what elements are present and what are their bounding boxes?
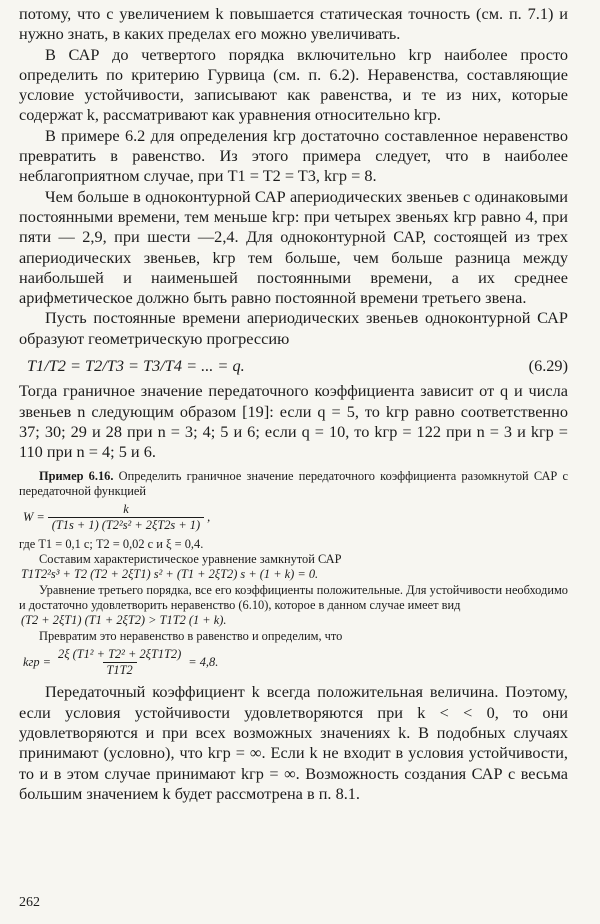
equation-text: T1/T2 = T2/T3 = T3/T4 = ... = q. <box>27 356 245 376</box>
example-paragraph: Уравнение третьего порядка, все его коэффициенты положительные. Для устойчивости необходимо и достаточно удовлетворить неравенство (6.10), которое в данном случае имеет вид <box>19 582 568 612</box>
body-top <box>19 4 568 349</box>
transfer-function <box>23 502 568 534</box>
k-fraction <box>54 647 185 679</box>
k-denominator: T1T2 <box>103 662 137 678</box>
body-bottom <box>19 682 568 804</box>
paragraph: Пусть постоянные времени апериодических звеньев одноконтурной САР образуют геометрическую прогрессию <box>19 308 568 348</box>
k-numerator: 2ξ (T1² + T2² + 2ξT1T2) <box>58 646 182 661</box>
example-6-16 <box>19 469 568 679</box>
equation-6-29 <box>19 349 568 381</box>
k-rhs: = 4,8. <box>188 654 219 669</box>
w-tail: , <box>207 510 211 525</box>
w-fraction <box>48 502 204 534</box>
example-paragraph: Превратим это неравенство в равенство и определим, что <box>39 628 343 643</box>
body-mid <box>19 381 568 462</box>
paragraph: Передаточный коэффициент k всегда положительная величина. Поэтому, если условия устойчивости удовлетворяются при k < < 0, то они удовлетворяются и при всех возможных значениях k. В подобных случаях принимают (условно), что kгр = ∞. Если k не входит в условия устойчивости, то и в этом случае принимают kгр = ∞. Возможность создания САР с весьма большим значением k будет рассмотрена в п. 8.1. <box>19 682 568 803</box>
paragraph: потому, что с увеличением k повышается статическая точность (см. п. 7.1) и нужно знать, в каких пределах его можно увеличивать. <box>19 4 568 44</box>
paragraph: В примере 6.2 для определения kгр достаточно составленное неравенство превратить в равенство. Из этого примера следует, что в наиболее неблагоприятном случае, при T1 = T2 = T3, kгр = 8. <box>19 125 568 186</box>
example-label: Пример 6.16. <box>39 468 114 483</box>
w-numerator: k <box>123 502 129 517</box>
k-boundary-formula <box>23 647 568 679</box>
paragraph: Тогда граничное значение передаточного коэффициента зависит от q и числа звеньев n следующим образом [19]: если q = 5, то kгр равно соответственно 37; 30; 29 и 28 при n = 3; 4; 5 и 6; если q = 10, то kгр = 122 при n = 3 и kгр = 110 при n = 4; 5 и 6. <box>19 381 568 462</box>
w-denominator: (T1s + 1) (T2²s² + 2ξT2s + 1) <box>48 517 204 533</box>
paragraph: В САР до четвертого порядка включительно kгр наиболее просто определить по критерию Гурвица (см. п. 6.2). Неравенства, составляющие условие устойчивости, записывают как равенства, и те из них, которые содержат k, рассматривают как уравнения относительно kгр. <box>19 44 568 125</box>
example-text: Определить граничное значение передаточного коэффициента разомкнутой САР с передаточной функцией <box>19 468 568 498</box>
example-statement <box>19 469 568 500</box>
equation-number: (6.29) <box>528 356 568 376</box>
paragraph: Чем больше в одноконтурной САР апериодических звеньев с одинаковыми постоянными времени, тем меньше kгр: при четырех звеньях kгр равно 4, при пяти — 2,9, при шести —2,4. Для одноконтурной САР, состоящей из трех апериодических звеньев, kгр тем больше, чем больше разница между наибольшей и наименьшей постоянными времени, а их среднее арифметическое должно быть равно постоянной времени третьего звена. <box>19 186 568 308</box>
page-number: 262 <box>19 895 40 910</box>
k-lhs: kгр = <box>23 654 51 669</box>
given-values: где T1 = 0,1 с; T2 = 0,02 с и ξ = 0,4. <box>19 536 204 551</box>
stability-inequality: (T2 + 2ξT1) (T1 + 2ξT2) > T1T2 (1 + k). <box>21 613 227 628</box>
char-intro: Составим характеристическое уравнение замкнутой САР <box>39 552 342 567</box>
characteristic-equation: T1T2²s³ + T2 (T2 + 2ξT1) s² + (T1 + 2ξT2) s + (1 + k) = 0. <box>21 567 319 582</box>
w-lhs: W = <box>23 510 45 525</box>
